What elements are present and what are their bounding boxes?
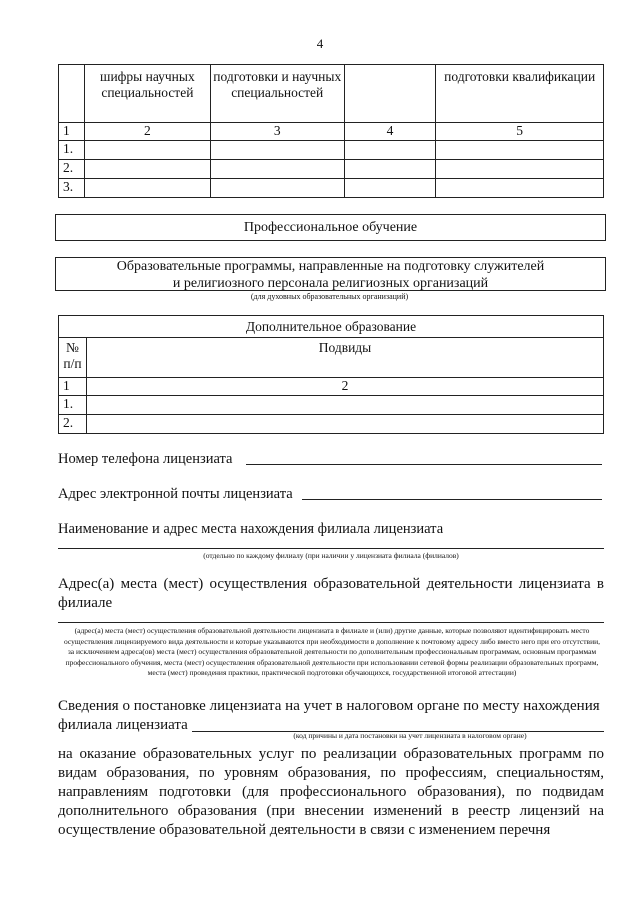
phone-label: Номер телефона лицензиата [58, 451, 233, 467]
table-cell: 1 [59, 123, 85, 141]
table-header-cell [344, 65, 436, 123]
tax-label-line1: Сведения о постановке лицензиата на учет в налоговом органе по месту нахождения [58, 698, 600, 714]
table-cell[interactable] [210, 141, 344, 160]
row-number: 1. [59, 396, 87, 415]
table-header-row [59, 65, 604, 123]
table-cell[interactable] [344, 160, 436, 179]
table-cell[interactable] [84, 179, 210, 198]
address-activity-label: Адрес(а) места (мест) осуществления образовательной деятельности лицензиата в филиале [58, 576, 604, 611]
tax-note: (код причины и дата постановки на учет лицензиата в налоговом органе) [293, 731, 527, 740]
page-number: 4 [316, 36, 324, 51]
phone-field[interactable] [246, 450, 602, 465]
table-header-cell: № п/п [59, 338, 87, 378]
tax-label-line2: филиала лицензиата [58, 717, 188, 733]
table-cell[interactable] [344, 141, 436, 160]
row-number: 2. [59, 160, 85, 179]
table-header-cell: Подвиды [86, 338, 603, 378]
email-field[interactable] [302, 485, 602, 500]
table-row [59, 415, 604, 434]
address-activity-field[interactable] [58, 612, 604, 623]
section-religious-line2: и религиозного персонала религиозных организаций [172, 276, 489, 291]
branch-label: Наименование и адрес места нахождения филиала лицензиата [58, 521, 444, 537]
table-row [59, 160, 604, 179]
branch-note: (отдельно по каждому филиалу (при наличии у лицензиата филиала (филиалов) [203, 551, 459, 560]
table-row [59, 179, 604, 198]
table-cell[interactable] [210, 160, 344, 179]
table-cell[interactable] [84, 141, 210, 160]
table-cell: 5 [436, 123, 604, 141]
services-paragraph: на оказание образовательных услуг по реализации образовательных программ по видам образования, по уровням образования, по профессиям, специальностям, направлениям подготовки (для профессионального образования), по подвидам дополнительного образования (при внесении изменений в реестр лицензий на осуществление образовательной деятельности в связи с изменением перечня [58, 746, 604, 838]
table-cell: 4 [344, 123, 436, 141]
table-header-cell: подготовки квалификации [436, 65, 604, 123]
tax-field[interactable] [192, 715, 604, 732]
table-cell: 1 [59, 378, 87, 396]
table-title: Дополнительное образование [59, 316, 604, 338]
email-label: Адрес электронной почты лицензиата [58, 486, 293, 502]
table-row [59, 396, 604, 415]
table-cell[interactable] [436, 179, 604, 198]
table-cell[interactable] [436, 141, 604, 160]
table-cell[interactable] [436, 160, 604, 179]
programs-table [58, 64, 604, 198]
table-cell[interactable] [210, 179, 344, 198]
table-cell: 3 [210, 123, 344, 141]
table-cell[interactable] [344, 179, 436, 198]
row-number: 2. [59, 415, 87, 434]
table-cell[interactable] [84, 160, 210, 179]
table-row [59, 141, 604, 160]
section-professional-training: Профессиональное обучение [55, 214, 606, 241]
section-religious-line1: Образовательные программы, направленные на подготовку служителей [116, 259, 545, 274]
table-index-row [59, 378, 604, 396]
table-header-cell: подготовки и научных специальностей [210, 65, 344, 123]
table-header-cell [59, 65, 85, 123]
additional-education-table [58, 315, 604, 434]
table-cell: 2 [86, 378, 603, 396]
row-number: 1. [59, 141, 85, 160]
table-index-row [59, 123, 604, 141]
row-number: 3. [59, 179, 85, 198]
religious-note: (для духовных образовательных организаций) [250, 292, 409, 301]
table-cell[interactable] [86, 396, 603, 415]
branch-field[interactable] [58, 538, 604, 549]
table-header-row [59, 338, 604, 378]
table-cell[interactable] [86, 415, 603, 434]
table-cell: 2 [84, 123, 210, 141]
address-note: (адрес(а) места (мест) осуществления образовательной деятельности лицензиата в филиале и (или) другие данные, которые позволяют идентифицировать место осуществления лицензируемого вида деятельности и которые указываются при необходимости в дополнение к почтовому адресу либо вместо него при его отсутствии, за исключением адреса(ов) места (мест) осуществления образовательной деятельности по дополнительным профессиональным программам, основным программам профессионального обучения, места (мест) осуществления образовательной деятельности при использовании сетевой формы реализации образовательных программ, места (мест) проведения практики, практической подготовки обучающихся, государственной итоговой аттестации) [64, 626, 600, 677]
table-header-cell: шифры научных специальностей [84, 65, 210, 123]
table-title-row [59, 316, 604, 338]
section-religious-programs [55, 257, 606, 291]
